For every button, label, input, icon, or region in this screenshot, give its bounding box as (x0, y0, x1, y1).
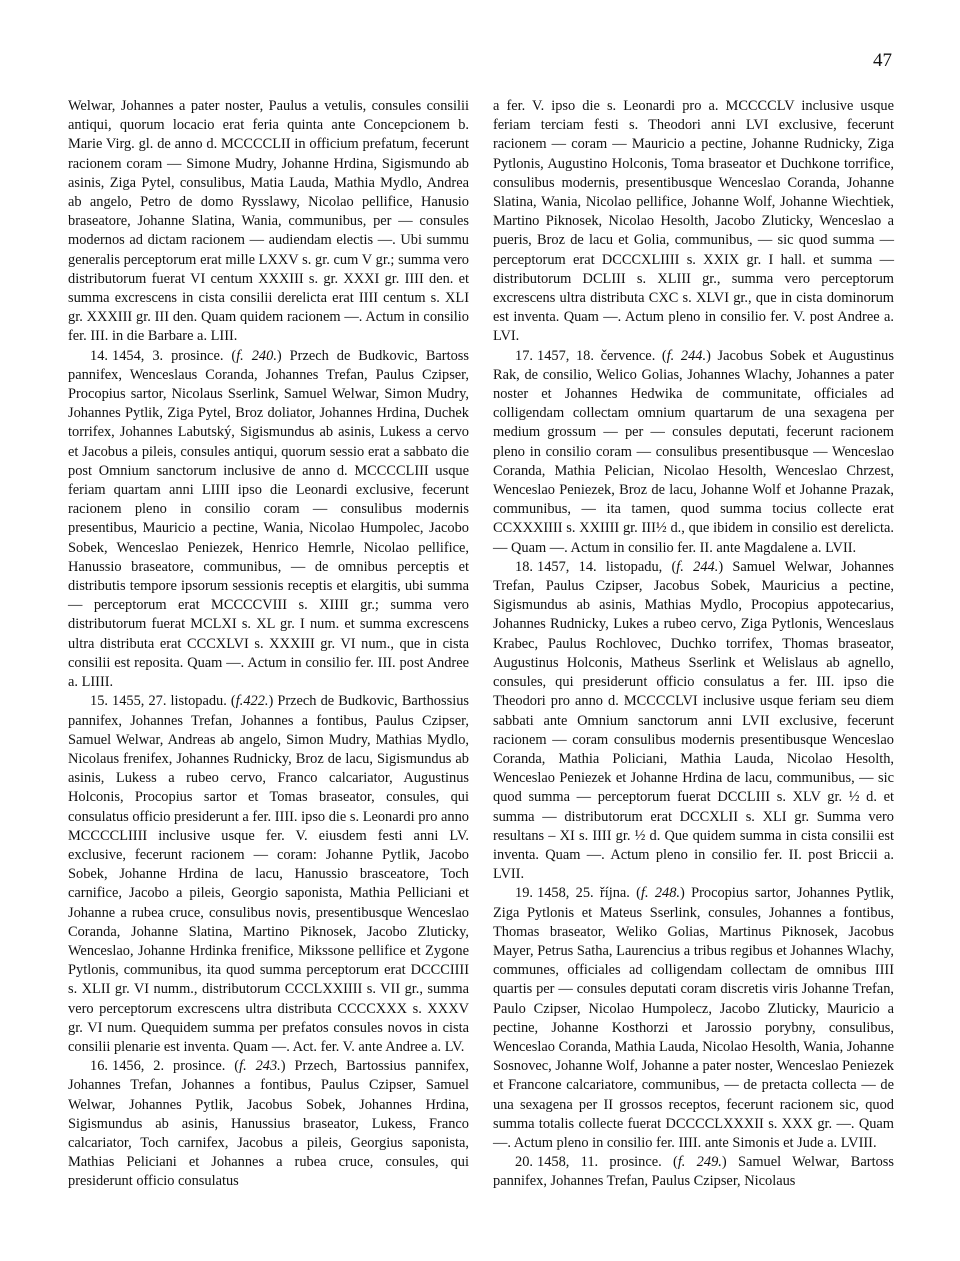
entry-number: 14. (90, 347, 108, 364)
entry-19 (493, 884, 894, 1153)
folio-reference: f. 240. (236, 347, 277, 364)
entry-17 (493, 347, 894, 558)
entry-text: ) Samuel Welwar, Bartoss pannifex, Johannes Trefan, Paulus Czipser, Nicolaus (493, 1154, 894, 1190)
entry-text: ) Jacobus Sobek et Augustinus Rak, de consilio, Welico Golias, Johannes Wlachy, Johannes a pater noster et Johannes Hedwika de communitate, officiales ad colligendam collectam omnium quartarum de una sexagena per medium grossum — per — consules deputati, fecerunt racionem pleno in consilio coram — consulibus presentibusque — Wenceslao Coranda, Mathia Pelician, Nicolao Hesolth, Wenceslao Chrzest, Wenceslao Peniezek, Broz de lacu, Johanne Wolf et Johanne Prazak, communibus, — ita tamen, quod summa tocius collecte erat CCXXXIIII s. XXIIII gr. III½ d., que ibidem in consilio est derelicta. — Quam —. Actum in consilio fer. II. ante Magdalene a. LVII. (493, 347, 894, 556)
entry-text: ) Przech de Budkovic, Barthossius pannifex, Johannes Trefan, Johannes a fontibus, Paulus Czipser, Samuel Welwar, Andreas ab angelo, Simon Mudry, Mathias Mydlo, Nicolaus frenifex, Johannes Rudnicky, Broz de lacu, Sigismundus ab asinis, Lukess a rubeo cervo, Franco calcariator, Augustinus Holconis, Procopius sartor et Tomas braseator, consules, qui consulatus officio presiderunt a fer. IIII. ipso die s. Leonardi pro anno MCCCCLIIII inclusive usque fer. V. eiusdem festi anni LV. exclusive, fecerunt racionem — coram: Johanne Pytlik, Jacobo Sobek, Johanne Hrdina de lacu, Hanussio brasceatore, Toch carnifice, Jacobo a pileis, Georgio saponista, Mathia Pelliciani et Johanne a rubea cruce, consulibus novis, presentibusque Wenceslao Coranda, Johanne Slatina, Martino Piknosek, Jacobo Zluticky, Wenceslao, Johanne Hrdinka frenifice, Mikssone pellifice et Zygone Pytlonis, communibus, ita quod summa perceptorum erat DCCCIIII s. XLII gr. VI numm., distributorum CCCLXXIIII s. VII gr., summa vero perceptorum excrescens ultra distributa CCCCXXX s. XXXV gr. VI num. Quequidem summa per prefatos consules novos in cista consilii plenarie est inventa. Quam —. Act. fer. V. ante Andree a. LV. (68, 693, 469, 1055)
page-number: 47 (873, 50, 892, 71)
right-column (493, 97, 894, 1192)
entry-number: 18. (515, 558, 533, 575)
entry-text: ) Przech de Budkovic, Bartoss pannifex, Wenceslaus Coranda, Johannes Trefan, Paulus Czipser, Procopius sartor, Nicolaus Sserlink, Samuel Welwar, Simon Mudry, Johannes Pytlik, Ziga Pytel, Broz doliator, Johannes Hrdina, Duchek torrifex, Johannes Labutský, Sigismundus ab asinis, Lukess a cervo et Jacobus a pileis, consules antiqui, quorum sessio erat a sabbato die post Omnium sanctorum inclusive de anno d. MCCCCLIII usque feriam quartam anni LIIII ipso die Leonardi exclusive, fecerunt racionem pleno in consilio coram — consulibus modernis presentibus, Mauricio a pectine, Wania, Nicolao Humpolec, Jacobo Sobek, Wenceslao Peniezek, Henrico Hemrle, Nicolao pellifice, Hanussio braseatore, communibus, — de omnibus perceptis et distributis tempore ipsorum sessionis receptis et elargitis, ubi summa — perceptorum erat MCCCCVIII s. XIIII gr.; summa vero distributorum fuerat MCLXI s. XL gr. I num. et summa excrescens ultra distributa erat CCCXLVI s. XXXIII gr. VI num., que in cista consilii est reposita. Quam —. Actum in consilio fer. III. post Andree a. LIIII. (68, 347, 469, 691)
entry-14 (68, 347, 469, 693)
entry-18 (493, 558, 894, 884)
entry-number: 15. (90, 693, 108, 710)
entry-date: 1457, 18. července. ( (537, 347, 667, 364)
folio-reference: f. 244. (666, 347, 707, 364)
entry-number: 16. (90, 1058, 108, 1075)
entry-16 (68, 1057, 469, 1191)
folio-reference: f. 243. (239, 1058, 281, 1075)
folio-reference: f.422. (235, 693, 269, 710)
entry-date: 1458, 11. prosince. ( (537, 1154, 678, 1171)
entry-date: 1457, 14. listopadu, ( (537, 558, 677, 575)
left-column (68, 97, 469, 1192)
entry-number: 17. (515, 347, 533, 364)
entry-text: ) Procopius sartor, Johannes Pytlik, Ziga Pytlonis et Mateus Sserlink, consules, Johannes a fontibus, Thomas braseator, Weliko Golias, Martinus Piknosek, Jacobus Mayer, Petrus Satha, Laurencius a tribus regibus et Johannes Wlachy, communes, officiales ad colligendam collectam de omnibus IIII quartis per — consules deputati coram discretis viris Johanne Trefan, Paulo Czipser, Nicolao Humpolecz, Jacobo Zluticky, Mauricio a pectine, Johanne Kosthorzi et Jarossio porybny, consulibus, Wenceslao Coranda, Mathia Lauda, Nicolao Hesolth, Wania, Johanne Sosnovec, Johanne Wolf, Johanne a pater noster, Wenceslao Peniezek et Francone calcariatore, communibus, — de pretacta collecta — de una sexagena per II grossos receptos, fecerunt racionem sic, quod summa totalis collecte fuerat DCCCCLXXXII s. XXX gr. —. Quam —. Actum pleno in consilio fer. IIII. ante Simonis et Jude a. LVIII. (493, 885, 894, 1151)
entry-number: 20. (515, 1154, 533, 1171)
entry-20 (493, 1153, 894, 1191)
folio-reference: f. 249. (677, 1154, 722, 1171)
folio-reference: f. 248. (640, 885, 681, 902)
left-continuation-paragraph: Welwar, Johannes a pater noster, Paulus a vetulis, consules consilii antiqui, quorum locacio erat feria quinta ante Concepcionem b. Marie Virg. gl. de anno d. MCCCCLII in officium prefatum, fecerunt racionem coram — Simone Mudry, Johanne Hrdina, Sigismundo ab asinis, Ziga Pytel, consulibus, Matia Lauda, Mathia Mydlo, Andrea ab angelo, Petro de domo Rysslawy, Nicolao pellifice, Hanusio braseatore, Johanne Slatina, Wania, communibus, per — consules modernos ad dictam racionem — audiendam electis —. Ubi summu generalis perceptorum erat mille LXXV s. gr. cum V gr.; summa vero distributorum fuerat VI centum XXXIII s. gr. XXXI gr. IIII den. et summa excrescens in cista consilii derelicta erat IIII centum s. XLI gr. XXXIII gr. III den. Quam quidem racionem —. Actum in consilio fer. III. in die Barbare a. LIII. (68, 98, 469, 345)
entry-15 (68, 692, 469, 1057)
entry-date: 1455, 27. listopadu. ( (112, 693, 236, 710)
entry-date: 1456, 2. prosince. ( (112, 1058, 240, 1075)
entry-date: 1458, 25. října. ( (537, 885, 641, 902)
right-continuation-paragraph: a fer. V. ipso die s. Leonardi pro a. MCCCCLV inclusive usque feriam terciam festi s. Theodori anni LVI exclusive, fecerunt racionem — coram — Mauricio a pectine, Johanne Rudnicky, Ziga Pytlonis, Augustino Holconis, Toma braseator et Duchkone torrifice, consulibus modernis, presentibusque Wenceslao Coranda, Johanne Slatina, Wania, Nicolao pellifice, Johanne Wolf, Johanne Wiechtiek, Martino Piknosek, Nicolao Hesolth, Jacobo Zluticky, Wenceslao a pueris, Broz de lacu et Golia, communibus, — sic quod summa — perceptorum erat DCCCXLIIII s. XXIX gr. I hall. et summa — distributorum DCLIII s. XLIII gr., summa vero perceptorum excrescens ultra distributa CXC s. XLVI gr., que in cista dominorum est inventa. Quam —. Actum pleno in consilio fer. V. post Andree a. LVI. (493, 98, 894, 345)
folio-reference: f. 244. (676, 558, 719, 575)
entry-number: 19. (515, 885, 533, 902)
entry-text: ) Samuel Welwar, Johannes Trefan, Paulus Czipser, Jacobus Sobek, Mauricius a pectine, Sigismundus ab asinis, Mathias Mydlo, Procopius appotecarius, Johannes Rudnicky, Lukes a rubeo cervo, Ziga Pytlonis, Wenceslaus Krabec, Paulus Rochlovec, Duchko torrifex, Thomas braseator, Augustinus Holconis, Matheus Sserlink et Welislaus ab agnello, consules, qui presiderunt officio consulatus a fer. III. ipso die Theodori pro anno d. MCCCCLVI inclusive usque feriam seu diem sabbati ante Omnium sanctorum anni LVII exclusive, fecerunt racionem — coram consulibus modernis presentibusque Wenceslao Coranda, Mathia Policiani, Mathia Lauda, Nicolao Hesolth, Wenceslao Peniezek et Johanne Hrdina de lacu, communibus, — sic quod summa — perceptorum fuerat DCCLIII s. XLV gr. ½ d. et summa — distributorum erat DCCXLII s. XLI gr. Summa vero resultans – XI s. IIII gr. ½ d. Que quidem summa in cista consilii est inventa. Quam —. Actum pleno in consilio fer. II. post Briccii a. LVII. (493, 558, 894, 883)
entry-text: ) Przech, Bartossius pannifex, Johannes Trefan, Johannes a fontibus, Paulus Czipser, Samuel Welwar, Johannes Pytlik, Jacobus Sobek, Johannes Hrdina, Sigismundus ab asinis, Hanussius braseator, Lukess, Franco calcariator, Toch carnifex, Jacobus a pileis, Georgius saponista, Mathias Peliciani et Johannes a rubea cruce, consules, qui presiderunt officio consulatus (68, 1058, 469, 1190)
entry-date: 1454, 3. prosince. ( (112, 347, 237, 364)
